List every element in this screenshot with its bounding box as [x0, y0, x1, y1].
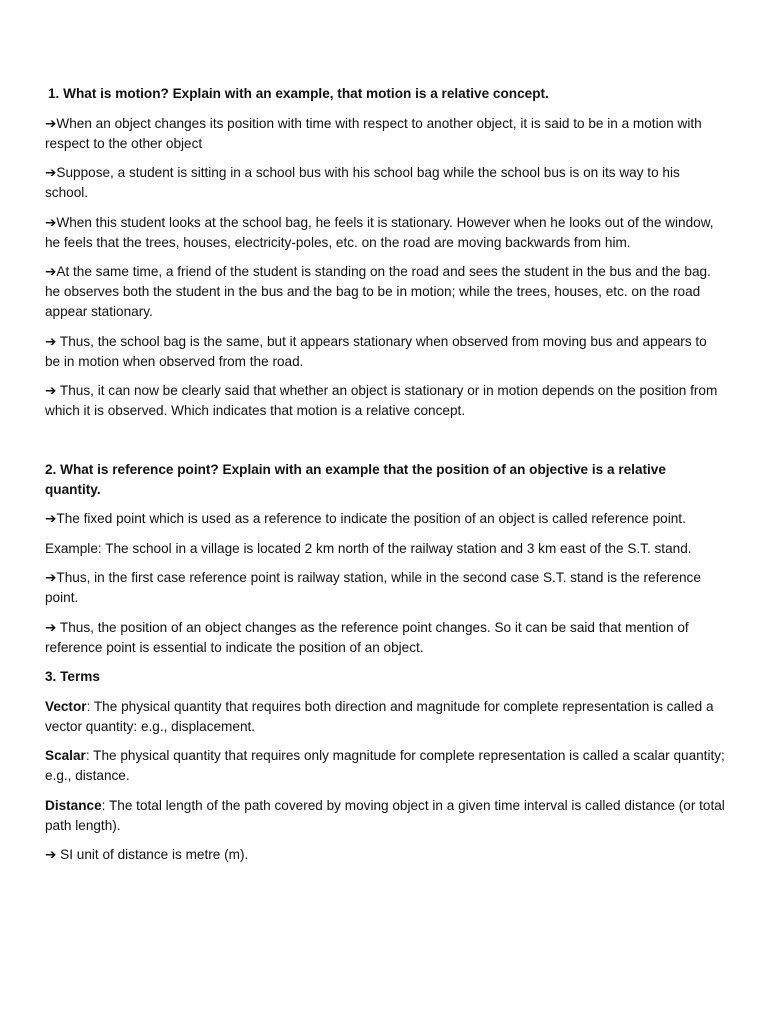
si-unit-note: ➔ SI unit of distance is metre (m).: [45, 847, 249, 862]
question-2-title: 2. What is reference point? Explain with an example that the position of an objective is a relative quantity.: [45, 461, 666, 497]
term-name: Distance: [45, 797, 102, 813]
q2-paragraph: ➔The fixed point which is used as a reference to indicate the position of an object is called reference point.: [45, 511, 686, 526]
term-distance: [45, 796, 725, 836]
term-definition: : The physical quantity that requires only magnitude for complete representation is called a scalar quantity; e.g., distance.: [45, 748, 725, 783]
q1-paragraph: ➔When an object changes its position with time with respect to another object, it is said to be in a motion with respect to the other object: [45, 115, 702, 151]
question-1-title: What is motion? Explain with an example, that motion is a relative concept.: [63, 86, 549, 101]
question-1-number: 1.: [48, 86, 60, 101]
q1-paragraph: ➔ Thus, it can now be clearly said that whether an object is stationary or in motion depends on the position from which it is observed. Which indicates that motion is a relative concept.: [45, 383, 718, 418]
q1-paragraph: ➔Suppose, a student is sitting in a school bus with his school bag while the school bus is on its way to his school.: [45, 165, 680, 200]
question-1-heading: [45, 84, 725, 104]
term-name: Vector: [45, 698, 87, 714]
term-definition: : The physical quantity that requires both direction and magnitude for complete representation is called a vector quantity: e.g., displacement.: [45, 698, 714, 734]
term-definition: : The total length of the path covered by moving object in a given time interval is called distance (or total path length).: [45, 797, 725, 833]
q2-paragraph: Example: The school in a village is located 2 km north of the railway station and 3 km east of the S.T. stand.: [45, 540, 692, 556]
q1-paragraph: ➔When this student looks at the school bag, he feels it is stationary. However when he looks out of the window, he feels that the trees, houses, electricity-poles, etc. on the road are moving backwards from him.: [45, 214, 714, 250]
q2-paragraph: ➔Thus, in the first case reference point is railway station, while in the second case S.T. stand is the reference point.: [45, 570, 701, 605]
document-page: [45, 84, 725, 875]
q1-paragraph: ➔At the same time, a friend of the student is standing on the road and sees the student in the bus and the bag. he observes both the student in the bus and the bag to be in motion; while the trees, houses, etc. on the road appear stationary.: [45, 264, 711, 319]
term-scalar: [45, 746, 725, 786]
term-vector: [45, 697, 725, 737]
q2-paragraph: ➔ Thus, the position of an object changes as the reference point changes. So it can be said that mention of reference point is essential to indicate the position of an object.: [45, 619, 689, 655]
section-spacer: [45, 431, 725, 460]
term-name: Scalar: [45, 748, 86, 763]
question-3-title: 3. Terms: [45, 669, 100, 684]
q1-paragraph: ➔ Thus, the school bag is the same, but it appears stationary when observed from moving bus and appears to be in motion when observed from the road.: [45, 333, 707, 369]
